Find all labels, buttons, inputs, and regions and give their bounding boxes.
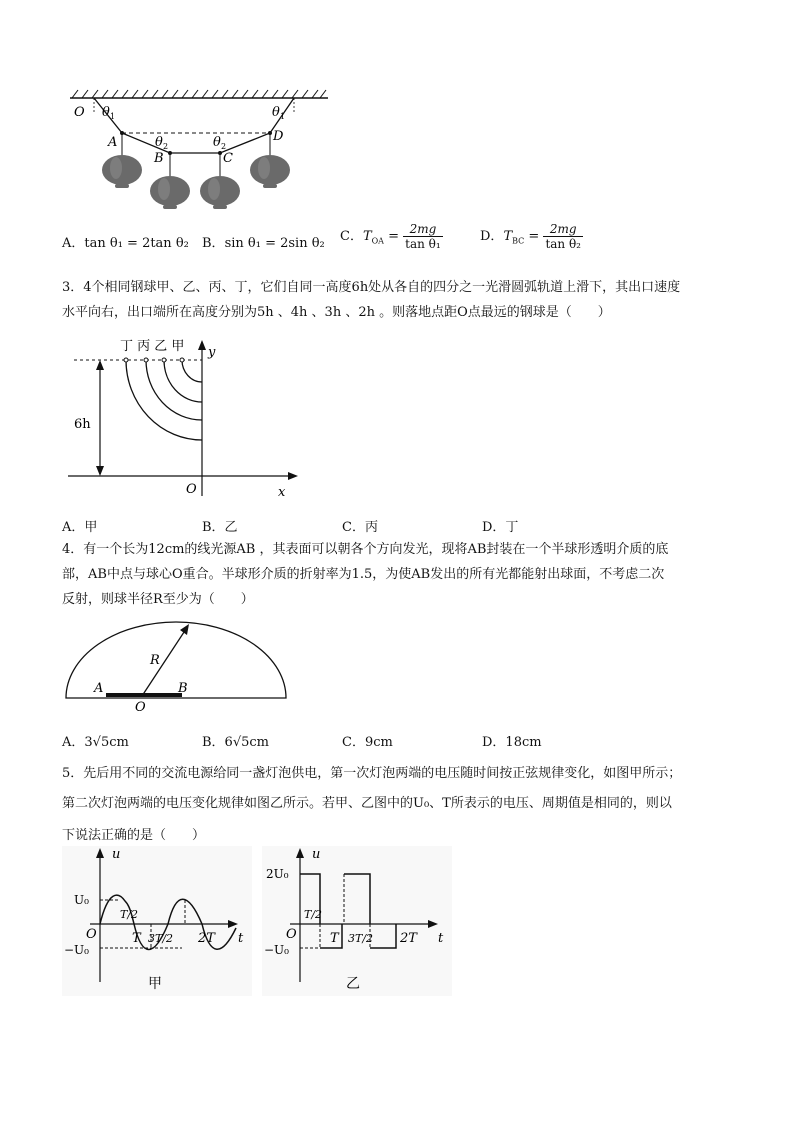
label-theta1-right: θ xyxy=(272,105,280,120)
q4-label-R: R xyxy=(150,653,160,668)
yi-2T: 2T xyxy=(400,931,417,946)
yi-axis-u: u xyxy=(312,847,321,862)
q2-option-b[interactable]: B．sin θ₁ = 2sin θ₂ xyxy=(202,236,325,251)
q4-label-B: B xyxy=(178,681,188,696)
q4-hemisphere-diagram xyxy=(62,614,292,714)
label-A: A xyxy=(108,135,118,150)
jia-2T: 2T xyxy=(198,931,215,946)
jia-caption: 甲 xyxy=(148,976,162,992)
jia-T: T xyxy=(132,931,141,946)
q5-stem-line3: 下说法正确的是（ ） xyxy=(62,828,206,843)
yi-3T-2: 3T/2 xyxy=(348,932,374,945)
label-theta2-left: θ xyxy=(155,135,163,150)
q3-origin: O xyxy=(186,482,197,497)
label-O: O xyxy=(74,105,85,120)
q4-stem-line3: 反射，则球半径R至少为（ ） xyxy=(62,592,254,607)
yi-T: T xyxy=(330,931,339,946)
q4-option-d[interactable]: D．18cm xyxy=(482,735,542,750)
q3-axis-y: y xyxy=(208,345,216,360)
label-D: D xyxy=(273,129,284,144)
yi-half-T: T/2 xyxy=(304,908,323,921)
q3-ball-labels: 丁 丙 乙 甲 xyxy=(120,339,185,354)
yi-negU0: −U₀ xyxy=(264,943,289,957)
q3-height: 6h xyxy=(74,417,91,432)
label-theta2-right: θ xyxy=(213,135,221,150)
jia-U0: U₀ xyxy=(74,893,89,907)
q2-lantern-diagram xyxy=(62,88,332,218)
jia-origin: O xyxy=(86,927,97,942)
q4-label-A: A xyxy=(94,681,104,696)
sub1-right: 1 xyxy=(280,112,286,121)
q4-option-c[interactable]: C．9cm xyxy=(342,735,393,750)
sub2-right: 2 xyxy=(221,142,227,151)
q2-option-d[interactable]: D．$T_{BC}$ = $\frac{2mg}{\text{tan θ₂}}$ xyxy=(480,222,581,251)
q2-option-c[interactable]: C．$T_{OA}$ = $\frac{2mg}{\text{tan θ₁}}$ xyxy=(340,222,441,251)
sub2-left: 2 xyxy=(163,142,169,151)
q2-option-a[interactable]: A．tan θ₁ = 2tan θ₂ xyxy=(62,236,189,251)
yi-origin: O xyxy=(286,927,297,942)
q4-label-O: O xyxy=(135,700,146,714)
jia-3T-2: 3T/2 xyxy=(148,932,174,945)
q4-option-a[interactable]: A．3√5cm xyxy=(62,735,129,750)
q5-stem-line1: 5．先后用不同的交流电源给同一盏灯泡供电，第一次灯泡两端的电压随时间按正弦规律变化，如图甲所示； xyxy=(62,766,682,781)
q4-stem-line1: 4．有一个长为12cm的线光源AB ，其表面可以朝各个方向发光，现将AB封装在一个半球形透明介质的底 xyxy=(62,542,669,557)
q5-graph-jia xyxy=(62,846,252,996)
yi-caption: 乙 xyxy=(346,976,360,992)
label-C: C xyxy=(223,151,233,166)
jia-axis-t: t xyxy=(238,931,244,946)
yi-2U0: 2U₀ xyxy=(266,867,289,881)
q5-graph-yi xyxy=(262,846,452,996)
yi-axis-t: t xyxy=(438,931,444,946)
q2-c-fraction: $\frac{2mg}{\text{tan θ₁}}$ xyxy=(405,222,441,251)
q4-option-b[interactable]: B．6√5cm xyxy=(202,735,269,750)
q3-option-d[interactable]: D．丁 xyxy=(482,520,519,535)
q3-arc-diagram xyxy=(62,338,312,503)
jia-negU0: −U₀ xyxy=(64,943,89,957)
q2-d-fraction: $\frac{2mg}{\text{tan θ₂}}$ xyxy=(545,222,581,251)
q3-stem-line1: 3．4个相同钢球甲、乙、丙、丁，它们自同一高度6h处从各自的四分之一光滑圆弧轨道上滑下，其出口速度 xyxy=(62,280,681,295)
label-theta1-left: θ xyxy=(102,105,110,120)
q3-axis-x: x xyxy=(278,485,286,500)
q5-stem-line2: 第二次灯泡两端的电压变化规律如图乙所示。若甲、乙图中的U₀、T所表示的电压、周期值是相同的，则以 xyxy=(62,796,672,811)
jia-half-T: T/2 xyxy=(120,908,139,921)
q3-stem-line2: 水平向右，出口端所在高度分别为5h 、4h 、3h 、2h 。则落地点距O点最远的钢球是（ ） xyxy=(62,305,611,320)
sub1-left: 1 xyxy=(110,112,116,121)
q3-option-c[interactable]: C．丙 xyxy=(342,520,378,535)
jia-axis-u: u xyxy=(112,847,121,862)
q4-stem-line2: 部，AB中点与球心O重合。半球形介质的折射率为1.5，为使AB发出的所有光都能射出球面，不考虑二次 xyxy=(62,567,665,582)
q3-option-a[interactable]: A．甲 xyxy=(62,520,98,535)
label-B: B xyxy=(154,151,164,166)
q3-option-b[interactable]: B．乙 xyxy=(202,520,238,535)
